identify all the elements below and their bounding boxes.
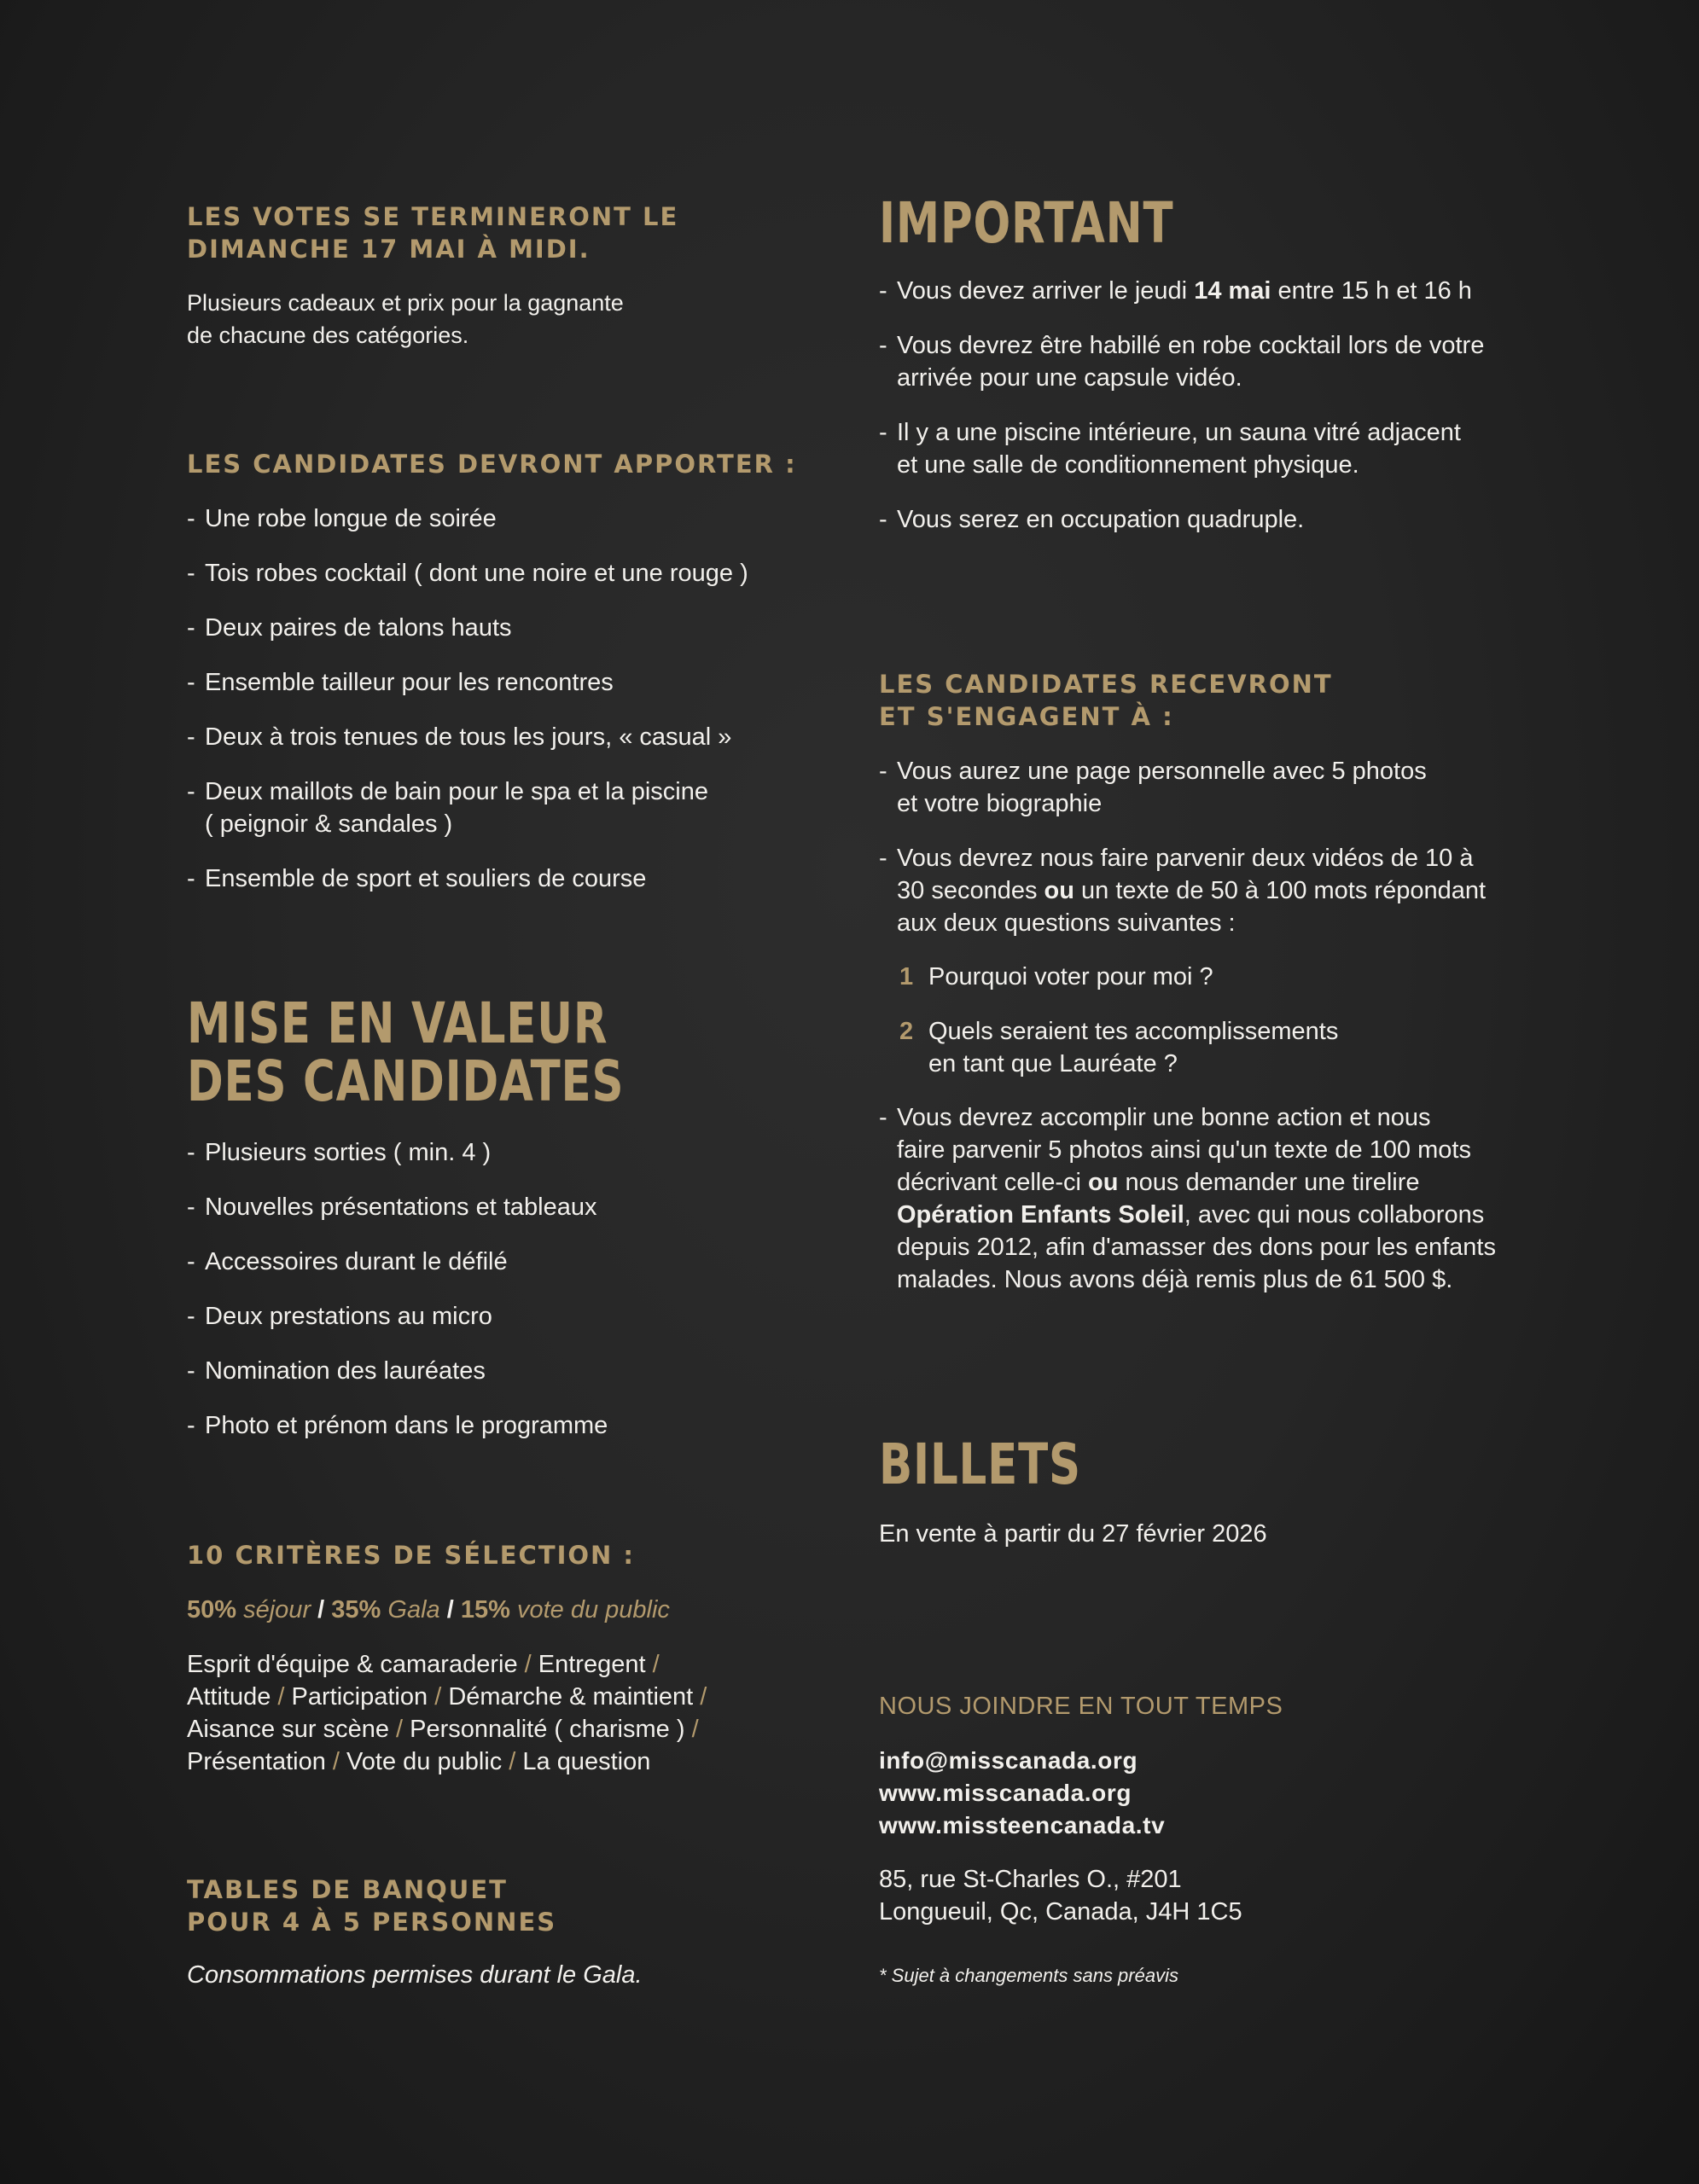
- list-item: - Accessoires durant le défilé: [187, 1248, 508, 1275]
- list-item: - Nouvelles présentations et tableaux: [187, 1194, 597, 1221]
- billets-text: En vente à partir du 27 février 2026: [879, 1520, 1267, 1548]
- website-link[interactable]: www.misscanada.org: [879, 1780, 1132, 1806]
- list-item: - Vous devrez être habillé en robe cocktail lors de votre arrivée pour une capsule vidéo.: [879, 332, 1485, 392]
- recevront-heading: LES CANDIDATES RECEVRONT ET S'ENGAGENT À :: [879, 670, 1333, 731]
- banquet-text: Consommations permises durant le Gala.: [187, 1961, 643, 1989]
- list-item: - Vous aurez une page personnelle avec 5 photos et votre biographie: [879, 758, 1427, 817]
- list-item: - Plusieurs sorties ( min. 4 ): [187, 1139, 492, 1166]
- criteria-heading: 10 CRITÈRES DE SÉLECTION :: [187, 1541, 636, 1570]
- list-item: 2 Quels seraient tes accomplissements en tant que Lauréate ?: [899, 1018, 1339, 1077]
- footnote: * Sujet à changements sans préavis: [879, 1965, 1178, 1986]
- list-item: 1 Pourquoi voter pour moi ?: [899, 963, 1213, 990]
- questions-list: [899, 961, 1338, 1102]
- important-heading: IMPORTANT: [879, 190, 1174, 256]
- billets-heading: BILLETS: [879, 1432, 1081, 1497]
- list-item: - Deux maillots de bain pour le spa et la piscine ( peignoir & sandales ): [187, 778, 708, 838]
- list-item: - Vous serez en occupation quadruple.: [879, 506, 1305, 533]
- votes-heading: LES VOTES SE TERMINERONT LE DIMANCHE 17 MAI À MIDI.: [187, 202, 679, 264]
- contact-heading: NOUS JOINDRE EN TOUT TEMPS: [879, 1693, 1283, 1720]
- list-item: - Une robe longue de soirée: [187, 505, 497, 532]
- votes-text: Plusieurs cadeaux et prix pour la gagnante de chacune des catégories.: [187, 290, 624, 348]
- apporter-list: [187, 502, 748, 917]
- bonne-action-list: [879, 1101, 1496, 1318]
- list-item: - Deux à trois tenues de tous les jours, « casual »: [187, 723, 732, 751]
- criteria-weights: 50% séjour / 35% Gala / 15% vote du public: [187, 1596, 670, 1623]
- email-link[interactable]: info@misscanada.org: [879, 1747, 1138, 1774]
- list-item: - Nomination des lauréates: [187, 1357, 486, 1385]
- list-item: - Vous devrez accomplir une bonne action et nous faire parvenir 5 photos ainsi qu'un texte de 100 mots décrivant celle-ci ou nous demander une tirelire Opération Enfants Soleil, avec qui nous collaborons depuis 2012, afin d'amasser des dons pour les enfants malades. Nous avons déjà remis plus de 61 500 $.: [879, 1104, 1496, 1293]
- list-item: - Ensemble de sport et souliers de course: [187, 865, 647, 892]
- criteria-list: Esprit d'équipe & camaraderie / Entregent / Attitude / Participation / Démarche & maintient / Aisance sur scène / Personnalité ( charisme ) / Présentation / Vote du public / La question: [187, 1651, 707, 1775]
- list-item: - Photo et prénom dans le programme: [187, 1412, 608, 1439]
- mise-en-valeur-list: [187, 1136, 608, 1464]
- list-item: - Tois robes cocktail ( dont une noire et une rouge ): [187, 560, 748, 587]
- teen-website-link[interactable]: www.missteencanada.tv: [879, 1812, 1166, 1838]
- important-list: [879, 275, 1484, 558]
- mise-en-valeur-heading: MISE EN VALEUR DES CANDIDATES: [187, 990, 625, 1114]
- list-item: - Ensemble tailleur pour les rencontres: [187, 669, 614, 696]
- apporter-heading: LES CANDIDATES DEVRONT APPORTER :: [187, 450, 797, 479]
- list-item: - Vous devrez nous faire parvenir deux vidéos de 10 à 30 secondes ou un texte de 50 à 100 mots répondant aux deux questions suivantes :: [879, 845, 1487, 937]
- list-item: - Deux prestations au micro: [187, 1303, 492, 1330]
- recevront-list: [879, 755, 1486, 961]
- contact-links: [879, 1745, 1165, 1842]
- list-item: - Vous devez arriver le jeudi 14 mai entre 15 h et 16 h: [879, 277, 1472, 305]
- list-item: - Il y a une piscine intérieure, un sauna vitré adjacent et une salle de conditionnement physique.: [879, 419, 1461, 479]
- banquet-heading: TABLES DE BANQUET POUR 4 À 5 PERSONNES: [187, 1875, 557, 1937]
- list-item: - Deux paires de talons hauts: [187, 614, 512, 642]
- address: 85, rue St-Charles O., #201 Longueuil, Qc, Canada, J4H 1C5: [879, 1866, 1242, 1926]
